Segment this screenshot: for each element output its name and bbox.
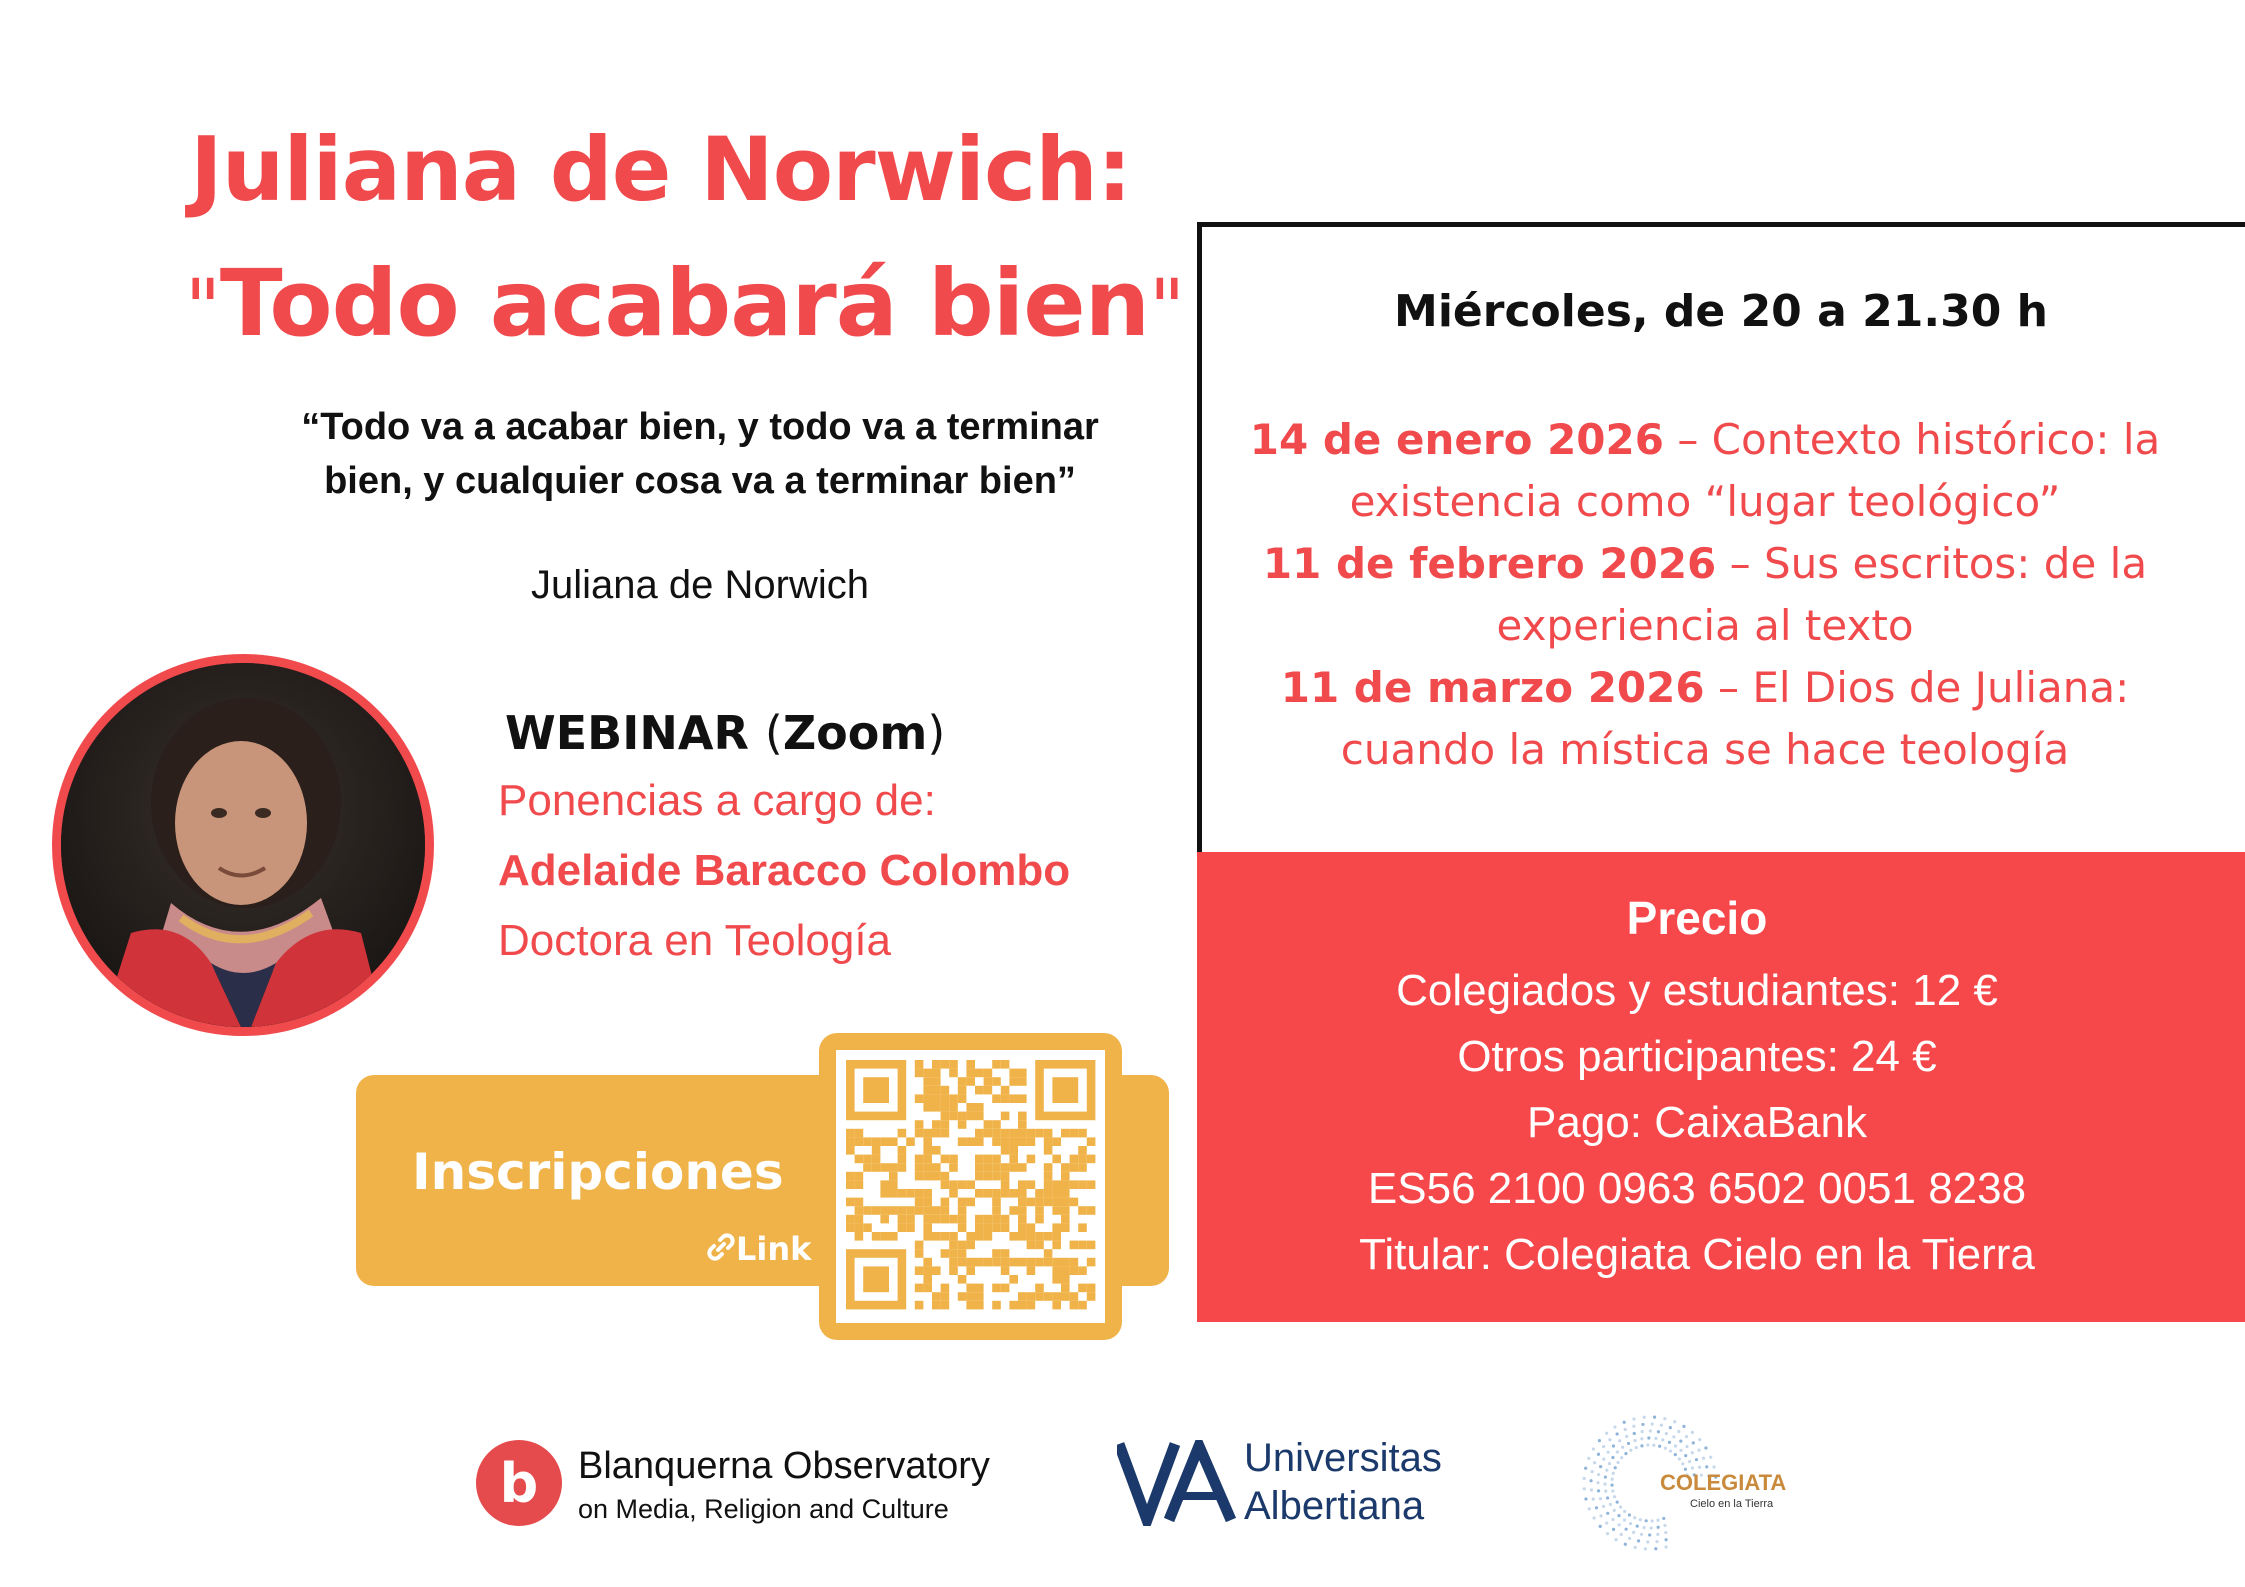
blanquerna-logo-icon [476, 1440, 562, 1526]
session-item [1205, 409, 2205, 533]
webinar-platform [765, 706, 945, 760]
ua-name-line1: Universitas [1244, 1436, 1442, 1480]
title-open-quote: " [185, 264, 220, 354]
price-line: Otros participantes: 24 € [1457, 1032, 1937, 1081]
iban-line: ES56 2100 0963 6502 0051 8238 [1367, 1164, 2027, 1213]
session-topic: – El Dios de Juliana: cuando la mística se hace teología [1340, 663, 2130, 774]
session-date: 14 de enero 2026 [1249, 415, 1664, 464]
schedule-time: Miércoles, de 20 a 21.30 h [1394, 286, 2048, 337]
quote-author: Juliana de Norwich [531, 563, 869, 607]
session-topic: – Sus escritos: de la experiencia al texto [1496, 539, 2148, 650]
colegiata-logo [1580, 1408, 1820, 1558]
event-title-line2 [185, 250, 1185, 357]
session-topic: – Contexto histórico: la existencia como “lugar teológico” [1349, 415, 2161, 526]
event-title-line1: Juliana de Norwich: [190, 118, 1132, 221]
price-title: Precio [1626, 892, 1768, 944]
colegiata-name: COLEGIATA [1660, 1470, 1787, 1495]
session-date: 11 de marzo 2026 [1280, 663, 1705, 712]
blanquerna-logo-mark: b [499, 1452, 539, 1515]
webinar-label [505, 706, 945, 760]
price-line: Titular: Colegiata Cielo en la Tierra [1359, 1230, 2035, 1279]
colegiata-subtitle: Cielo en la Tierra [1690, 1498, 1774, 1510]
blanquerna-subtitle: on Media, Religion and Culture [578, 1494, 949, 1524]
paren-open: ( [764, 706, 783, 760]
title-subtitle: Todo acabará bien [219, 250, 1150, 357]
session-date: 11 de febrero 2026 [1262, 539, 1717, 588]
quote-text: “Todo va a acabar bien, y todo va a terminar bien, y cualquier cosa va a terminar bien” [301, 406, 1099, 502]
speaker-portrait [52, 654, 434, 1036]
platform-name: Zoom [782, 706, 928, 760]
registration-label[interactable]: Inscripciones [412, 1143, 784, 1201]
webinar-title: WEBINAR [505, 706, 749, 760]
ua-name-line2: Albertiana [1244, 1484, 1425, 1528]
universitas-albertiana-logo-icon [1117, 1440, 1237, 1526]
price-line: Pago: CaixaBank [1527, 1098, 1867, 1147]
registration-link[interactable] [706, 1230, 811, 1270]
title-close-quote: " [1149, 264, 1185, 354]
ponencias-label: Ponencias a cargo de: [498, 776, 936, 825]
speaker-name: Adelaide Baracco Colombo [498, 846, 1071, 895]
blanquerna-name: Blanquerna Observatory [578, 1445, 990, 1487]
price-line: Colegiados y estudiantes: 12 € [1396, 966, 1998, 1015]
link-label[interactable]: Link [736, 1230, 812, 1268]
paren-close: ) [927, 706, 946, 760]
speaker-degree: Doctora en Teología [498, 916, 892, 965]
session-item [1205, 533, 2205, 657]
link-icon [706, 1232, 736, 1270]
session-item [1205, 657, 2205, 781]
qr-code[interactable] [836, 1050, 1105, 1323]
